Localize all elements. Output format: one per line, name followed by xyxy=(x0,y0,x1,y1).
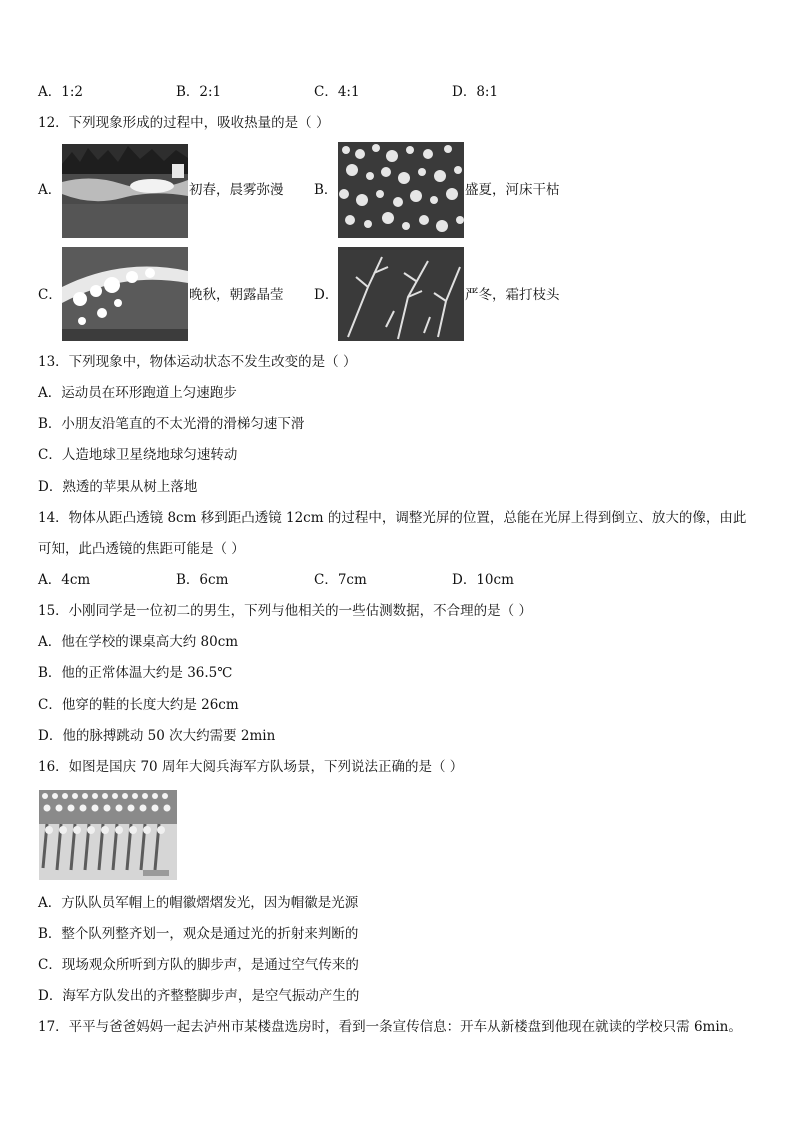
q14-option-c: C．7cm xyxy=(314,572,367,588)
q13-option-b: B．小朋友沿笔直的不太光滑的滑梯匀速下滑 xyxy=(38,416,305,432)
q16-option-b: B．整个队列整齐划一，观众是通过光的折射来判断的 xyxy=(38,926,359,942)
q13-option-c: C．人造地球卫星绕地球匀速转动 xyxy=(38,447,238,463)
q12-fog-image xyxy=(62,144,188,238)
q12-dry-riverbed-image xyxy=(338,142,464,238)
q15-option-a: A．他在学校的课桌高大约 80cm xyxy=(38,634,239,650)
q15-option-c: C．他穿的鞋的长度大约是 26cm xyxy=(38,697,239,713)
q12-option-b-letter: B． xyxy=(314,182,338,198)
q16-option-d: D．海军方队发出的齐整整脚步声，是空气振动产生的 xyxy=(38,988,360,1004)
q16-navy-parade-image xyxy=(39,790,177,880)
q12-option-b-caption: 盛夏，河床干枯 xyxy=(465,182,560,198)
q14-option-a: A．4cm xyxy=(38,572,91,588)
q15-stem: 15．小刚同学是一位初二的男生，下列与他相关的一些估测数据，不合理的是（ ） xyxy=(38,603,532,619)
q12-stem: 12．下列现象形成的过程中，吸收热量的是（ ） xyxy=(38,115,330,131)
q13-option-d: D．熟透的苹果从树上落地 xyxy=(38,479,198,495)
q15-option-b: B．他的正常体温大约是 36.5℃ xyxy=(38,665,233,681)
q13-option-a: A．运动员在环形跑道上匀速跑步 xyxy=(38,385,237,401)
q12-option-d-letter: D． xyxy=(314,287,339,303)
q17-stem: 17．平平与爸爸妈妈一起去泸州市某楼盘选房时，看到一条宣传信息：开车从新楼盘到他现在就读的学校只需 6min。 xyxy=(38,1019,742,1035)
q12-dew-image xyxy=(62,247,188,341)
q16-option-a: A．方队队员军帽上的帽徽熠熠发光，因为帽徽是光源 xyxy=(38,895,359,911)
q12-option-c-letter: C． xyxy=(38,287,62,303)
q12-option-d-caption: 严冬，霜打枝头 xyxy=(465,287,560,303)
q12-option-c-caption: 晚秋，朝露晶莹 xyxy=(189,287,284,303)
q12-frost-image xyxy=(338,247,464,341)
q14-stem-line2: 可知，此凸透镜的焦距可能是（ ） xyxy=(38,541,245,557)
q15-option-d: D．他的脉搏跳动 50 次大约需要 2min xyxy=(38,728,276,744)
q14-stem-line1: 14．物体从距凸透镜 8cm 移到距凸透镜 12cm 的过程中，调整光屏的位置，总能在光屏上得到倒立、放大的像，由此 xyxy=(38,510,747,526)
q16-option-c: C．现场观众所听到方队的脚步声，是通过空气传来的 xyxy=(38,957,359,973)
q11-option-c: C．4:1 xyxy=(314,84,360,100)
q11-option-b: B．2:1 xyxy=(176,84,222,100)
q11-option-a: A．1:2 xyxy=(38,84,83,100)
q11-option-d: D．8:1 xyxy=(452,84,499,100)
q14-option-b: B．6cm xyxy=(176,572,229,588)
q16-stem: 16．如图是国庆 70 周年大阅兵海军方队场景，下列说法正确的是（ ） xyxy=(38,759,464,775)
q12-option-a-letter: A． xyxy=(38,182,62,198)
q12-option-a-caption: 初春，晨雾弥漫 xyxy=(189,182,284,198)
q13-stem: 13．下列现象中，物体运动状态不发生改变的是（ ） xyxy=(38,354,357,370)
q14-option-d: D．10cm xyxy=(452,572,514,588)
